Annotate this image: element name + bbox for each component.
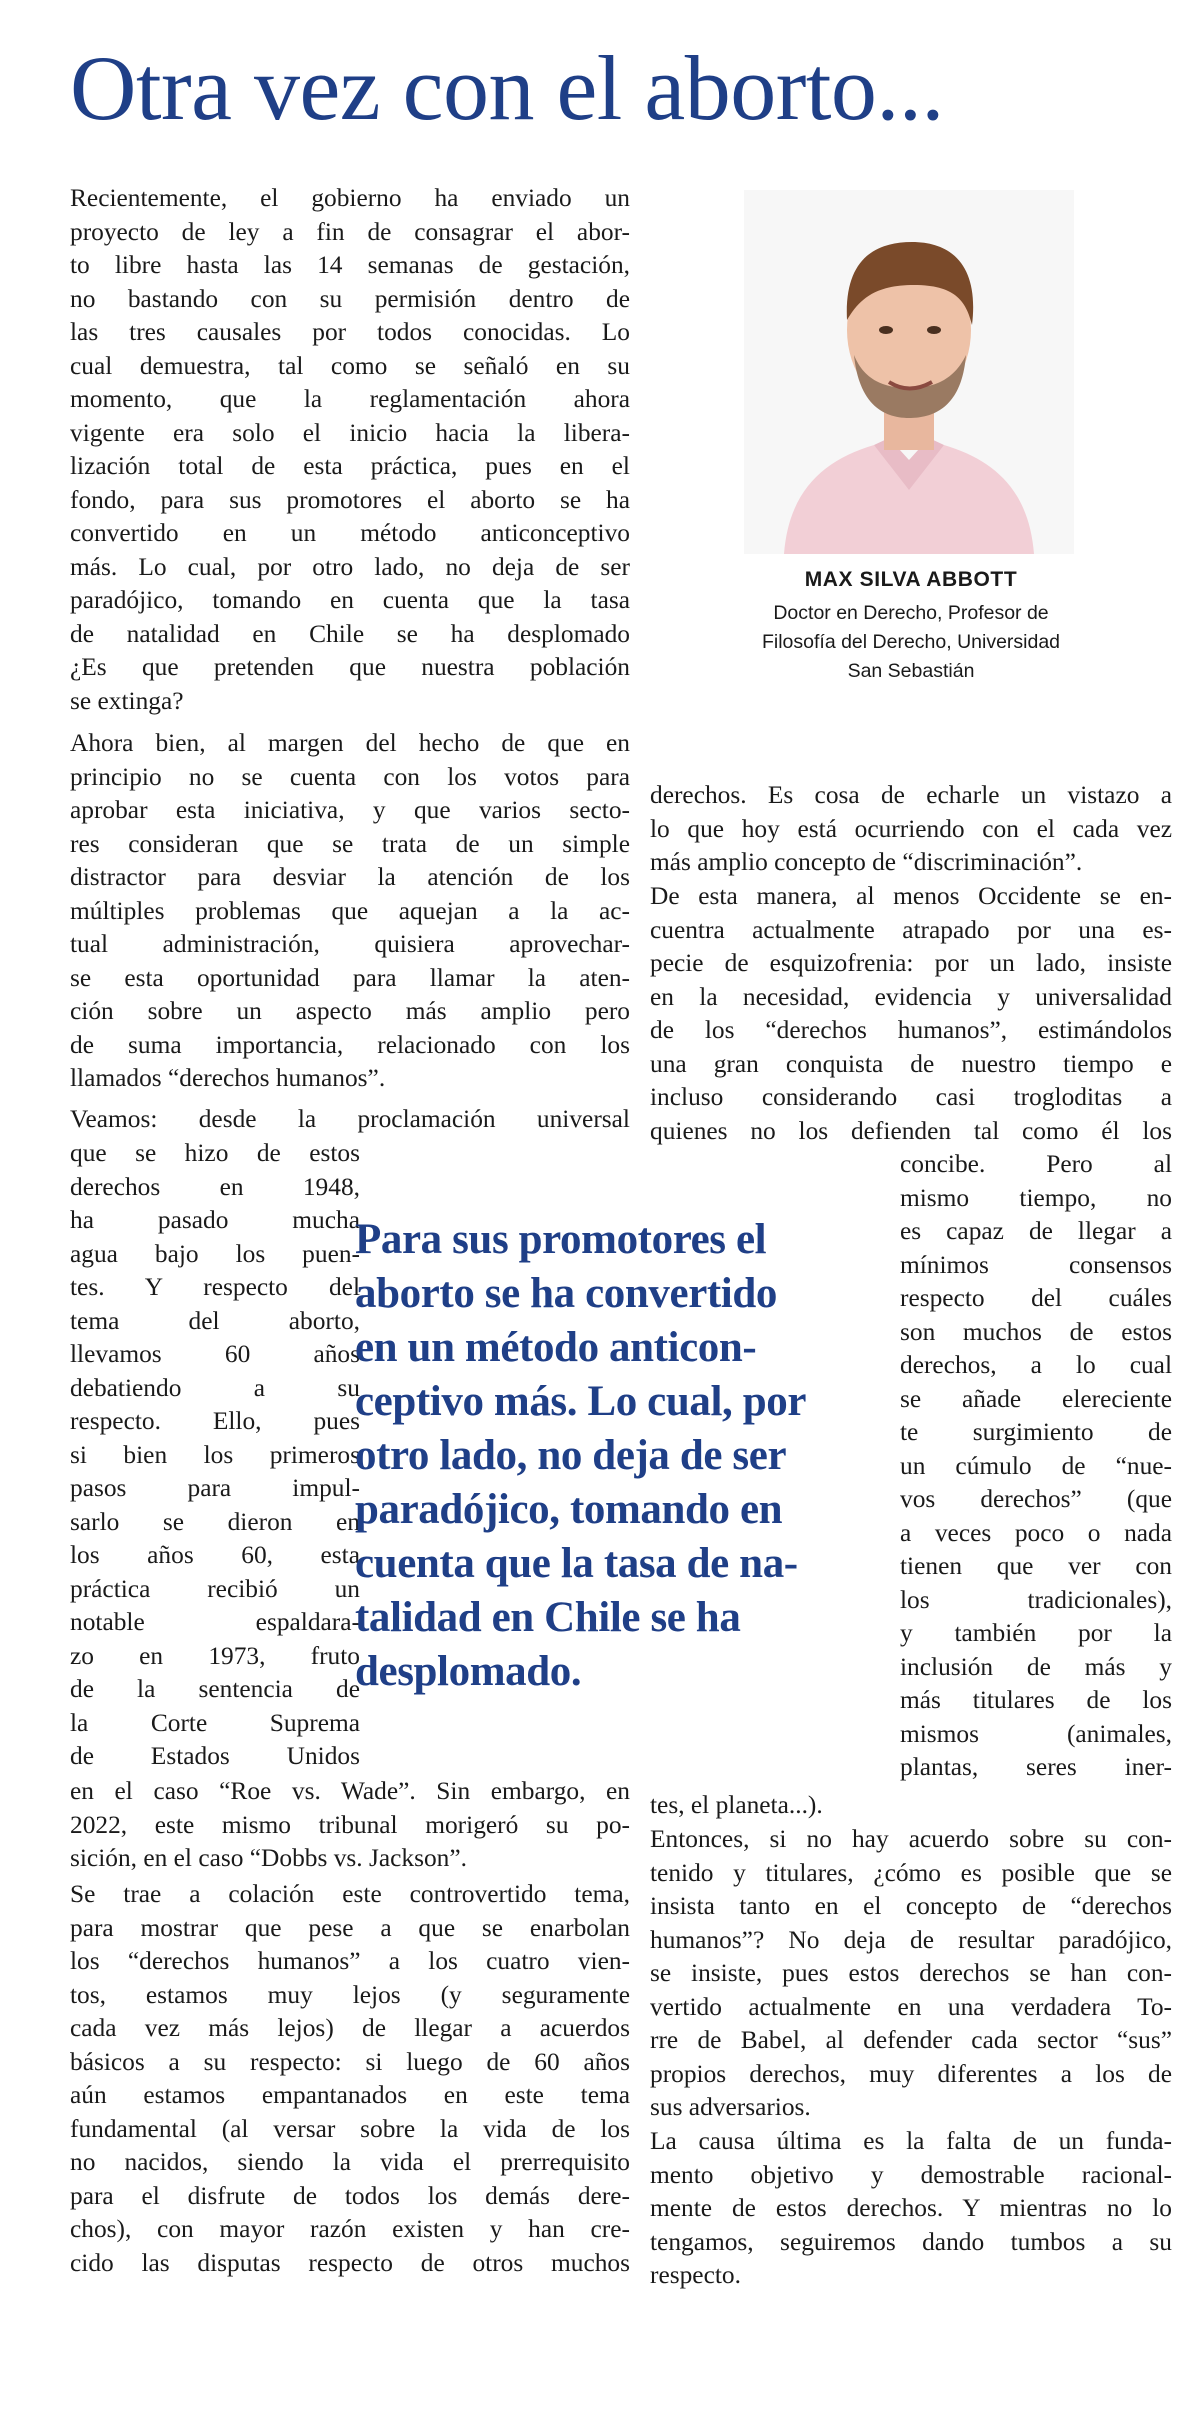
text-line: tes. Y respecto del <box>70 1273 360 1301</box>
text-line: ¿Es que pretenden que nuestra población <box>70 653 630 681</box>
text-line: los “derechos humanos” a los cuatro vien- <box>70 1947 630 1975</box>
text-line: concibe. Pero al <box>900 1150 1172 1178</box>
paragraph-intro <box>70 182 630 718</box>
text-line: más amplio concepto de “discriminación”. <box>650 848 1083 876</box>
text-line: inclusión de más y <box>900 1652 1172 1681</box>
pull-quote-line: otro lado, no deja de ser <box>355 1432 787 1479</box>
text-line: más. Lo cual, por otro lado, no deja de ser <box>70 552 630 581</box>
text-line: distractor para desviar la atención de los <box>70 863 630 891</box>
text-line: mismos (animales, <box>900 1719 1172 1748</box>
text-line: cual demuestra, tal como se señaló en su <box>70 351 630 380</box>
paragraph-causa-ultima <box>650 2125 1172 2293</box>
pull-quote <box>355 1213 895 1699</box>
text-line: una gran conquista de nuestro tiempo e <box>650 1049 1172 1078</box>
text-line: no nacidos, siendo la vida el prerrequisito <box>70 2148 630 2176</box>
text-line: mente de estos derechos. Y mientras no lo <box>650 2194 1172 2222</box>
text-line: insista tanto en el concepto de “derechos <box>650 1892 1172 1920</box>
text-line: se esta oportunidad para llamar la aten- <box>70 963 630 992</box>
text-line: a veces poco o nada <box>900 1518 1172 1547</box>
text-line: derechos. Es cosa de echarle un vistazo a <box>650 781 1172 809</box>
text-line: Ahora bien, al margen del hecho de que en <box>70 729 630 757</box>
author-name: MAX SILVA ABBOTT <box>804 568 1018 591</box>
text-line: tual administración, quisiera aprovechar- <box>70 930 630 958</box>
text-line: sus adversarios. <box>650 2093 811 2121</box>
article-title: Otra vez con el aborto... <box>70 37 944 139</box>
text-line: no bastando con su permisión dentro de <box>70 284 630 313</box>
text-line: más titulares de los <box>900 1686 1172 1714</box>
text-line: la Corte Suprema <box>70 1708 360 1737</box>
author-portrait-illustration <box>744 190 1074 554</box>
text-line: llamados “derechos humanos”. <box>70 1064 386 1092</box>
text-line: tema del aborto, <box>70 1306 360 1335</box>
text-line: pasos para impul- <box>70 1474 360 1502</box>
text-line: respecto. Ello, pues <box>70 1407 360 1435</box>
text-line: principio no se cuenta con los votos para <box>70 762 630 791</box>
paragraph-entonces <box>650 1823 1172 2125</box>
paragraph-esquizofrenia-narrow <box>900 1148 1172 1785</box>
text-line: tengamos, seguiremos dando tumbos a su <box>650 2227 1172 2256</box>
text-line: momento, que la reglamentación ahora <box>70 385 630 413</box>
text-line: 2022, este mismo tribunal morigeró su po- <box>70 1810 630 1839</box>
text-line: básicos a su respecto: si luego de 60 años <box>70 2047 630 2076</box>
text-line: convertido en un método anticonceptivo <box>70 519 630 547</box>
text-line: tos, estamos muy lejos (y seguramente <box>70 1980 630 2009</box>
text-line: sarlo se dieron en <box>70 1507 360 1536</box>
text-line: debatiendo a su <box>70 1373 360 1402</box>
text-line: cido las disputas respecto de otros muchos <box>70 2248 630 2277</box>
text-line: derechos en 1948, <box>70 1172 360 1201</box>
text-line: Entonces, si no hay acuerdo sobre su con- <box>650 1825 1172 1853</box>
author-role <box>650 599 1172 686</box>
text-line: tienen que ver con <box>900 1552 1172 1580</box>
pull-quote-line: ceptivo más. Lo cual, por <box>355 1378 807 1425</box>
text-line: pecie de esquizofrenia: por un lado, insiste <box>650 949 1172 977</box>
paragraph-veamos-narrow <box>70 1137 360 1774</box>
text-line: paradójico, tomando en cuenta que la tasa <box>70 586 630 614</box>
text-line: chos), con mayor razón existen y han cre- <box>70 2215 630 2243</box>
text-line: incluso considerando casi trogloditas a <box>650 1083 1172 1111</box>
text-line: plantas, seres iner- <box>900 1753 1172 1781</box>
text-line: aprobar esta iniciativa, y que varios secto- <box>70 796 630 824</box>
text-line: que se hizo de estos <box>70 1139 360 1167</box>
text-line: La causa última es la falta de un funda- <box>650 2127 1172 2155</box>
text-line: las tres causales por todos conocidas. Lo <box>70 318 630 346</box>
text-line: ción sobre un aspecto más amplio pero <box>70 997 630 1025</box>
text-line: Veamos: desde la proclamación universal <box>70 1105 630 1133</box>
text-line: son muchos de estos <box>900 1317 1172 1346</box>
text-line: agua bajo los puen- <box>70 1239 360 1268</box>
text-line: propios derechos, muy diferentes a los de <box>650 2059 1172 2088</box>
text-line: de suma importancia, relacionado con los <box>70 1030 630 1059</box>
text-line: quienes no los defienden tal como él los <box>650 1116 1172 1145</box>
text-line: mento objetivo y demostrable racional- <box>650 2160 1172 2189</box>
text-line: se añade elereciente <box>900 1384 1172 1413</box>
text-line: zo en 1973, fruto <box>70 1641 360 1670</box>
text-line: se insiste, pues estos derechos se han con- <box>650 1959 1172 1987</box>
text-line: aún estamos empantanados en este tema <box>70 2081 630 2109</box>
text-line: to libre hasta las 14 semanas de gestación, <box>70 251 630 279</box>
text-line: fundamental (al versar sobre la vida de los <box>70 2114 630 2143</box>
text-line: mismo tiempo, no <box>900 1183 1172 1212</box>
text-line: cuentra actualmente atrapado por una es- <box>650 915 1172 944</box>
text-line: lización total de esta práctica, pues en el <box>70 452 630 480</box>
text-line: vos derechos” (que <box>900 1485 1172 1513</box>
author-role-line: Doctor en Derecho, Profesor de <box>773 602 1049 624</box>
text-line: y también por la <box>900 1619 1172 1647</box>
text-line: tenido y titulares, ¿cómo es posible que se <box>650 1858 1172 1887</box>
text-line: de los “derechos humanos”, estimándolos <box>650 1016 1172 1044</box>
text-line: es capaz de llegar a <box>900 1217 1172 1245</box>
text-line: De esta manera, al menos Occidente se en- <box>650 882 1172 910</box>
text-line: para el disfrute de todos los demás dere- <box>70 2181 630 2210</box>
text-line: lo que hoy está ocurriendo con el cada vez <box>650 814 1172 843</box>
text-line: los tradicionales), <box>900 1585 1172 1614</box>
pull-quote-line: desplomado. <box>355 1648 582 1695</box>
text-line: te surgimiento de <box>900 1418 1172 1446</box>
text-line: tes, el planeta...). <box>650 1791 823 1819</box>
text-line: derechos, a lo cual <box>900 1351 1172 1379</box>
text-line: práctica recibió un <box>70 1574 360 1603</box>
text-line: para mostrar que pese a que se enarbolan <box>70 1913 630 1942</box>
text-line: los años 60, esta <box>70 1541 360 1569</box>
text-line: mínimos consensos <box>900 1250 1172 1279</box>
pull-quote-line: en un método anticon- <box>355 1324 757 1371</box>
text-line: ha pasado mucha <box>70 1206 360 1234</box>
author-role-line: Filosofía del Derecho, Universidad <box>761 631 1061 653</box>
text-line: vigente era solo el inicio hacia la libera- <box>70 418 630 447</box>
author-photo <box>744 190 1074 554</box>
text-line: Recientemente, el gobierno ha enviado un <box>70 184 630 212</box>
text-line: respecto. <box>650 2261 741 2289</box>
text-line: de Estados Unidos <box>70 1742 360 1770</box>
text-line: rre de Babel, al defender cada sector “sus” <box>650 2026 1172 2054</box>
paragraph-controversia <box>70 1878 630 2280</box>
text-line: múltiples problemas que aquejan a la ac- <box>70 896 630 925</box>
author-role-line: San Sebastián <box>847 660 975 682</box>
text-line: un cúmulo de “nue- <box>900 1451 1172 1480</box>
text-line: si bien los primeros <box>70 1440 360 1469</box>
text-line: notable espaldara- <box>70 1608 360 1636</box>
text-line: vertido actualmente en una verdadera To- <box>650 1992 1172 2021</box>
text-line: de natalidad en Chile se ha desplomado <box>70 619 630 648</box>
text-line: respecto del cuáles <box>900 1284 1172 1312</box>
text-line: se extinga? <box>70 686 184 715</box>
text-line: Se trae a colación este controvertido tema, <box>70 1880 630 1908</box>
text-line: de la sentencia de <box>70 1675 360 1703</box>
text-line: cada vez más lejos) de llegar a acuerdos <box>70 2014 630 2042</box>
text-line: humanos”? No deja de resultar paradójico, <box>650 1925 1172 1954</box>
pull-quote-line: talidad en Chile se ha <box>355 1594 741 1641</box>
pull-quote-line: aborto se ha convertido <box>355 1270 777 1317</box>
pull-quote-line: cuenta que la tasa de na- <box>355 1540 798 1587</box>
text-line: fondo, para sus promotores el aborto se ha <box>70 485 630 514</box>
pull-quote-line: paradójico, tomando en <box>355 1486 783 1533</box>
pull-quote-line: Para sus promotores el <box>355 1216 767 1263</box>
paragraph-esquizofrenia-end <box>650 1789 1172 1823</box>
paragraph-derechos <box>650 779 1172 880</box>
text-line: proyecto de ley a fin de consagrar el abor- <box>70 217 630 246</box>
text-line: res consideran que se trata de un simple <box>70 829 630 858</box>
paragraph-ahora-bien <box>70 727 630 1096</box>
text-line: sición, en el caso “Dobbs vs. Jackson”. <box>70 1844 467 1872</box>
text-line: en la necesidad, evidencia y universalidad <box>650 982 1172 1011</box>
paragraph-esquizofrenia-start <box>650 880 1172 1148</box>
paragraph-veamos-end <box>70 1775 630 1876</box>
text-line: llevamos 60 años <box>70 1340 360 1368</box>
text-line: en el caso “Roe vs. Wade”. Sin embargo, en <box>70 1777 630 1805</box>
paragraph-veamos-start <box>70 1103 630 1137</box>
